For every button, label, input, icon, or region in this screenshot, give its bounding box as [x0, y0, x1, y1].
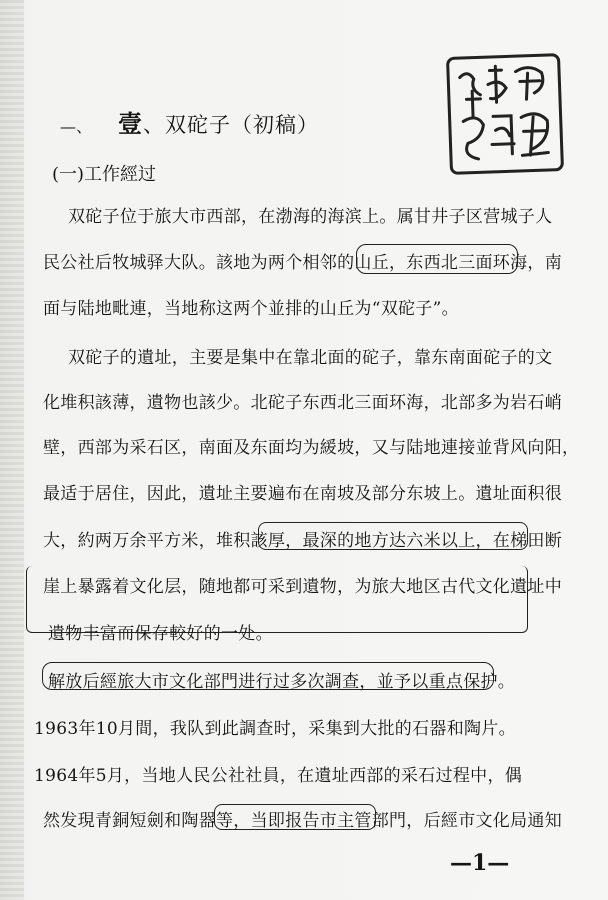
text-line: 大，約两万余平方米，堆积該厚，最深的地方达六米以上，在梯田断	[43, 531, 562, 551]
text-line: 崖上暴露着文化层，随地都可采到遺物，为旅大地区古代文化遺址中	[43, 577, 562, 597]
section-number: 壹	[118, 109, 143, 138]
section-title: 、双砣子（初稿）	[143, 113, 319, 137]
text-line: 双砣子的遺址，主要是集中在靠北面的砣子，靠东南面砣子的文	[68, 348, 553, 368]
seal-graphic	[449, 56, 561, 172]
text-line: 解放后經旅大市文化部門进行过多次調查，並予以重点保护。	[48, 672, 516, 692]
text-line: 遺物丰富而保存較好的一处。	[48, 624, 273, 644]
text-line: 双砣子位于旅大市西部，在渤海的海滨上。属甘井子区营城子人	[68, 207, 553, 227]
text-line: 然发現青銅短劍和陶器等，当即报告市主管部門，后經市文化局通知	[43, 811, 562, 831]
text-line: 1963年10月間，我队到此調查时，采集到大批的石器和陶片。	[34, 719, 516, 739]
heading-dash: —、	[60, 117, 93, 136]
sub-heading: (一)工作經过	[52, 164, 157, 185]
text-line: 化堆积該薄，遺物也該少。北砣子东西北三面环海，北部多为岩石峭	[43, 393, 562, 413]
text-line: 面与陆地毗連，当地称这两个並排的山丘为“双砣子”。	[43, 299, 459, 319]
text-line: 壁，西部为采石区，南面及东面均为緩坡，又与陆地連接並背风向阳，	[43, 438, 580, 458]
text-line: 1964年5月，当地人民公社社員，在遺址西部的采石过程中，偶	[34, 766, 523, 786]
binding-edge	[0, 0, 24, 900]
section-heading	[118, 104, 319, 139]
library-seal-stamp	[446, 53, 564, 175]
text-line: 民公社后牧城驿大队。該地为两个相邻的山丘，东西北三面环海，南	[43, 253, 562, 273]
text-line: 最适于居住，因此，遺址主要遍布在南坡及部分东坡上。遺址面积很	[43, 484, 562, 504]
page-number: —1—	[450, 850, 510, 876]
